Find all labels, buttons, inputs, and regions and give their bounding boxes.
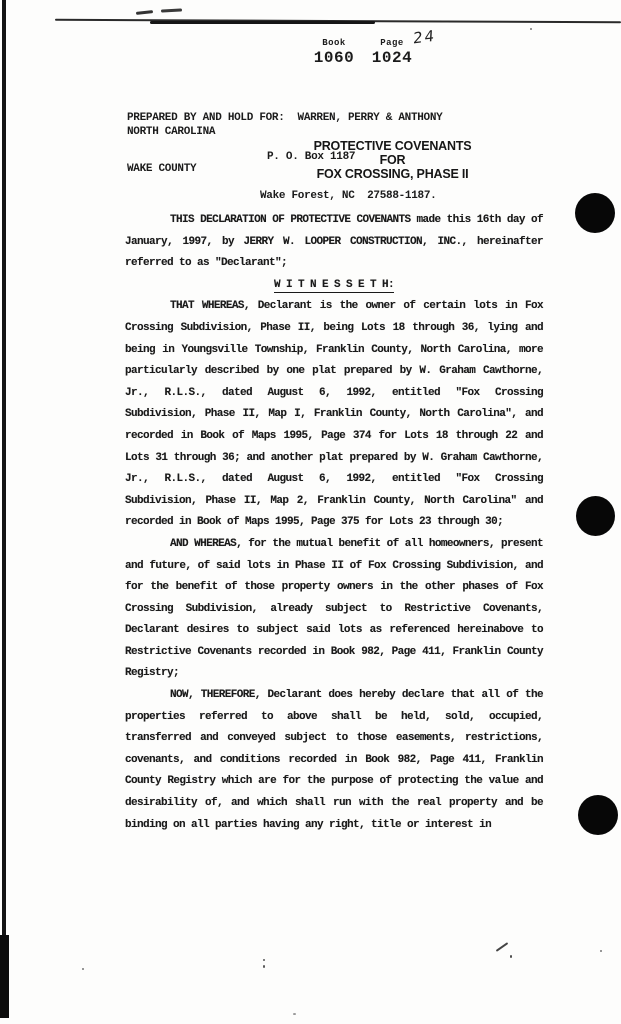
paragraph-now-therefore: NOW, THEREFORE, Declarant does hereby declare that all of the properties referred to above shall be held, sold, occupied, transferred and conveyed subject to those easements, restrictions, covenants, and conditions recorded in Book 982, Page 411, Franklin County Registry which are for the purpose of protecting the value and desirability of, and which shall run with the real property and be binding on all parties having any right, title or interest in bbox=[125, 689, 543, 831]
paragraph-whereas-owner: THAT WHEREAS, Declarant is the owner of certain lots in Fox Crossing Subdivision, Phase II, being Lots 18 through 36, lying and being in Youngsville Township, Franklin County, North Carolina, more particularly described by one plat prepared by W. Graham Cawthorne, Jr., R.L.S., dated August 6, 1992, entitled "Fox Crossing Subdivision, Phase II, Map I, Franklin County, North Carolina", and recorded in Book of Maps 1995, Page 374 for Lots 18 through 22 and Lots 31 through 36; and another plat prepared by W. Graham Cawthorne, Jr., R.L.S., dated August 6, 1992, entitled "Fox Crossing Subdivision, Phase II, Map 2, Franklin County, North Carolina" and recorded in Book of Maps 1995, Page 375 for Lots 23 through 30; bbox=[125, 300, 543, 529]
scan-mark bbox=[161, 8, 182, 12]
book-number: 1060 bbox=[313, 49, 355, 67]
document-title-line-2: FOX CROSSING, PHASE II bbox=[316, 167, 469, 181]
prepared-by-line bbox=[127, 112, 442, 125]
punch-hole-dot bbox=[578, 795, 618, 835]
paragraph-declaration: THIS DECLARATION OF PROTECTIVE COVENANTS made this 16th day of January, 1997, by JERRY W. LOOPER CONSTRUCTION, INC., hereinafter referred to as "Declarant"; bbox=[125, 214, 543, 270]
document-title-line-1: PROTECTIVE COVENANTS FOR bbox=[313, 139, 472, 167]
scan-speck bbox=[293, 1013, 296, 1015]
handwritten-page-note: 24 bbox=[412, 26, 437, 48]
scan-speck bbox=[510, 955, 512, 958]
scan-speck bbox=[530, 28, 532, 30]
book-stamp bbox=[308, 38, 360, 67]
scan-edge-bar bbox=[0, 935, 9, 1018]
county-label: WAKE COUNTY bbox=[127, 163, 197, 175]
document-body bbox=[125, 210, 543, 836]
scan-mark bbox=[136, 10, 153, 15]
witnesseth-text: W I T N E S S E T H: bbox=[273, 278, 395, 291]
document-title bbox=[310, 139, 475, 181]
witnesseth-heading bbox=[125, 275, 543, 297]
scan-streak bbox=[150, 21, 375, 24]
book-label: Book bbox=[322, 38, 346, 48]
scan-edge-line bbox=[2, 0, 6, 940]
page-stamp bbox=[366, 38, 418, 67]
punch-hole-dot bbox=[575, 193, 615, 233]
scan-speck bbox=[263, 965, 265, 968]
scan-mark bbox=[496, 942, 509, 952]
firm-name: WARREN, PERRY & ANTHONY bbox=[297, 112, 443, 124]
state-label: NORTH CAROLINA bbox=[127, 126, 216, 138]
recording-stamp bbox=[308, 38, 418, 67]
scan-speck bbox=[263, 959, 265, 961]
page-label: Page bbox=[380, 38, 404, 48]
scan-speck bbox=[82, 968, 84, 970]
address-line-1: P. O. Box 1187 bbox=[267, 151, 356, 163]
address-line-2: Wake Forest, NC 27588-1187. bbox=[260, 190, 437, 202]
punch-hole-dot bbox=[576, 496, 615, 536]
paragraph-whereas-benefit: AND WHEREAS, for the mutual benefit of all homeowners, present and future, of said lots in Phase II of Fox Crossing Subdivision, and for the benefit of those property owners in the other phases of Fox Crossing Subdivision, already subject to Restrictive Covenants, Declarant desires to subject said lots as referenced hereinabove to Restrictive Covenants recorded in Book 982, Page 411, Franklin County Registry; bbox=[125, 537, 543, 680]
prepared-by-label: PREPARED BY AND HOLD FOR: bbox=[127, 112, 285, 124]
scan-speck bbox=[600, 950, 602, 952]
page-number: 1024 bbox=[371, 49, 413, 67]
